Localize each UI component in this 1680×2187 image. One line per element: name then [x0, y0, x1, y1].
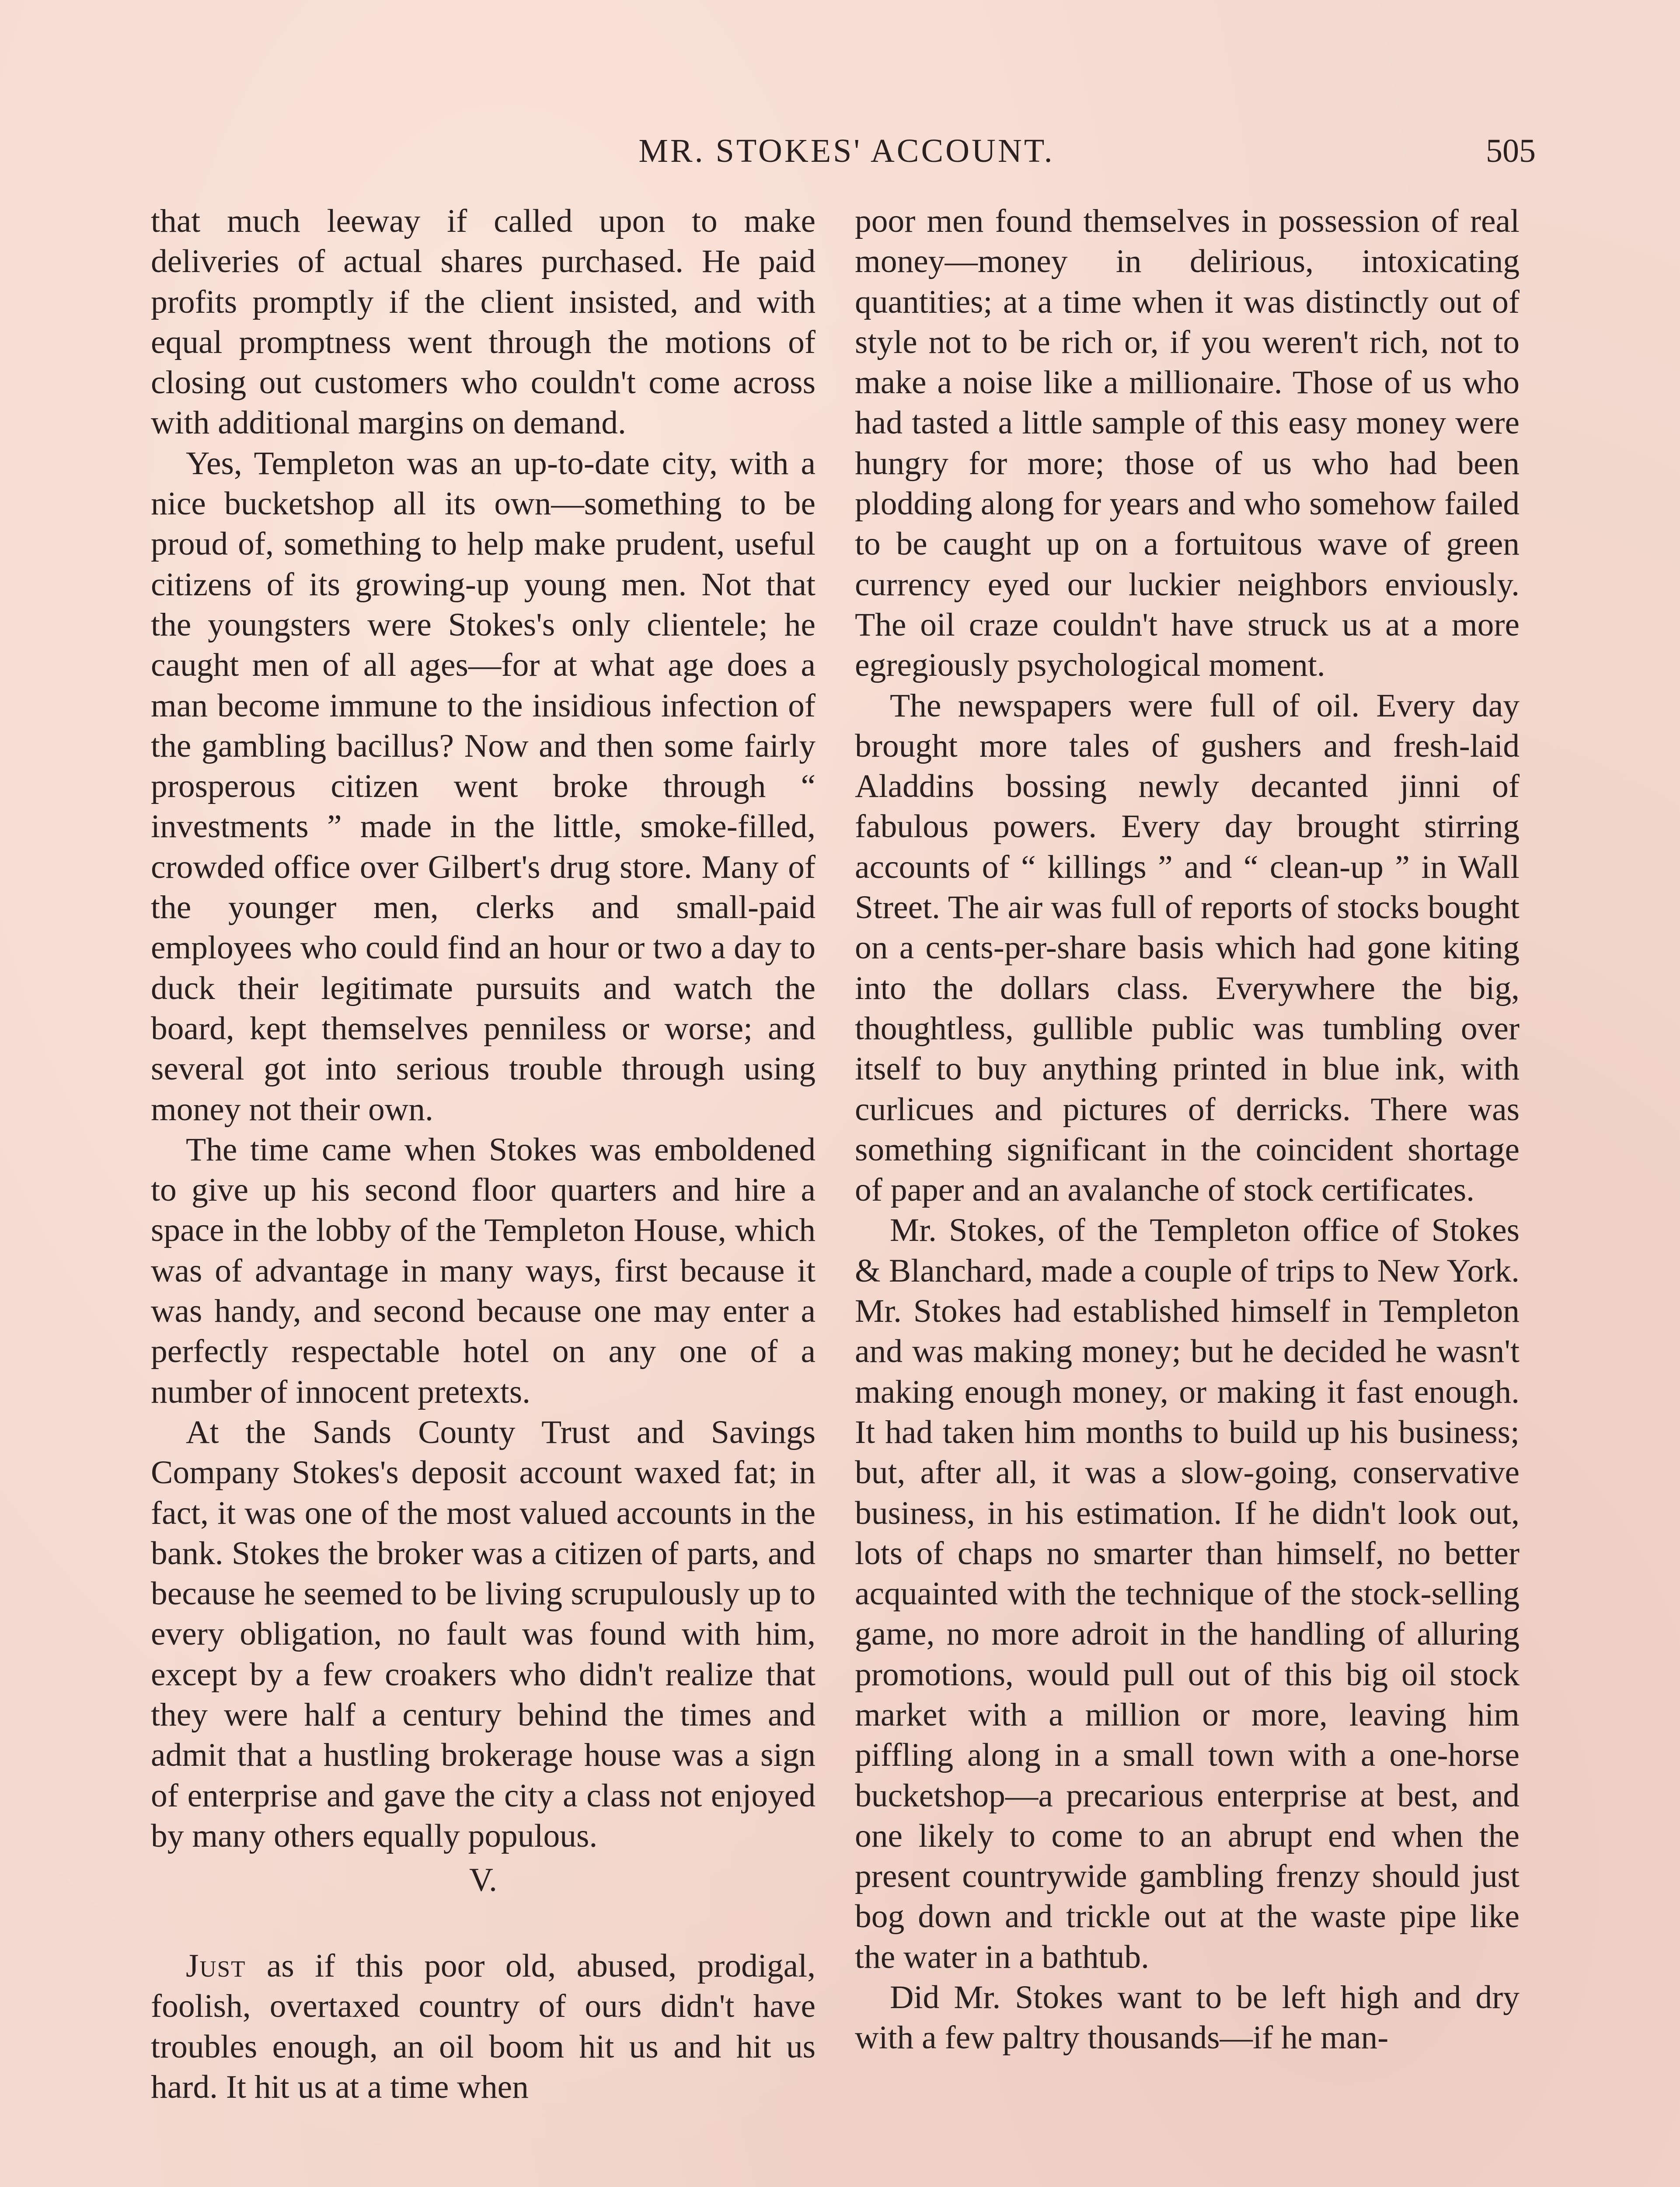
paragraph: Mr. Stokes, of the Templeton office of Stokes & Blanchard, made a couple of trips to New York. Mr. Stokes had established himself in Templeton and was making money; but he decided he wasn't making enough money, or making it fast enough. It had taken him months to build up his business; but, after all, it was a slow-going, conservative business, in his estimation. If he didn't look out, lots of chaps no smarter than himself, no better acquainted with the technique of the stock-selling game, no more adroit in the handling of alluring promotions, would pull out of this big oil stock market with a million or more, leaving him piffling along in a small town with a one-horse bucketshop—a precarious enterprise at best, and one likely to come to an abrupt end when the present countrywide gambling frenzy should just bog down and trickle out at the waste pipe like the water in a bathtub.	[855, 1212, 1520, 1975]
running-head: MR. STOKES' ACCOUNT.	[638, 133, 1055, 169]
paragraph	[151, 1946, 816, 2107]
paragraph: Yes, Templeton was an up-to-date city, with a nice bucketshop all its own—something to be proud of, something to help make prudent, useful citizens of its growing-up young men. Not that the youngsters were Stokes's only clientele; he caught men of all ages—for at what age does a man become immune to the insidious infection of the gambling bacillus? Now and then some fairly prosperous citizen went broke through “ investments ” made in the little, smoke-filled, crowded office over Gilbert's drug store. Many of the younger men, clerks and small-paid employees who could find an hour or two a day to duck their legitimate pursuits and watch the board, kept themselves penniless or worse; and several got into serious trouble through using money not their own.	[151, 445, 816, 1128]
paragraph: At the Sands County Trust and Savings Company Stokes's deposit account waxed fat; in fact, it was one of the most valued accounts in the bank. Stokes the broker was a citizen of parts, and because he seemed to be living scrupulously up to every obligation, no fault was found with him, except by a few croakers who didn't realize that they were half a century behind the times and admit that a hustling brokerage house was a sign of enterprise and gave the city a class not enjoyed by many others equally populous.	[151, 1414, 816, 1854]
page-number: 505	[1486, 133, 1536, 169]
paragraph: The newspapers were full of oil. Every day brought more tales of gushers and fresh-laid Aladdins bossing newly decanted jinni of fabulous powers. Every day brought stirring accounts of “ killings ” and “ clean-up ” in Wall Street. The air was full of reports of stocks bought on a cents-per-share basis which had gone kiting into the dollars class. Everywhere the big, thoughtless, gullible public was tumbling over itself to buy anything printed in blue ink, with curlicues and pictures of derricks. There was something significant in the coincident shortage of paper and an avalanche of stock certificates.	[855, 687, 1520, 1209]
paragraph: that much leeway if called upon to make deliveries of actual shares purchased. He paid profits promptly if the client insisted, and with equal promptness went through the motions of closing out customers who couldn't come across with additional margins on demand.	[151, 203, 816, 441]
page-header	[157, 127, 1536, 175]
right-column	[855, 201, 1520, 2058]
paragraph: Did Mr. Stokes want to be left high and dry with a few paltry thousands—if he man-	[855, 1979, 1520, 2056]
paragraph-text: as if this poor old, abused, prodigal, foolish, overtaxed country of ours didn't have troubles enough, an oil boom hit us and hit us hard. It hit us at a time when	[151, 1948, 816, 2106]
paragraph: poor men found themselves in possession of real money—money in delirious, intoxicating quantities; at a time when it was distinctly out of style not to be rich or, if you weren't rich, not to make a noise like a millionaire. Those of us who had tasted a little sample of this easy money were hungry for more; those of us who had been plodding along for years and who somehow failed to be caught up on a fortuitous wave of green currency eyed our luckier neighbors enviously. The oil craze couldn't have struck us at a more egregiously psychological moment.	[855, 203, 1520, 684]
paragraph-lead-word: Just	[186, 1948, 246, 1984]
left-column	[151, 201, 816, 2107]
paragraph: The time came when Stokes was emboldened to give up his second floor quarters and hire a space in the lobby of the Templeton House, which was of advantage in many ways, first because it was handy, and second because one may enter a perfectly respectable hotel on any one of a number of innocent pretexts.	[151, 1131, 816, 1410]
section-heading: V.	[469, 1862, 498, 1899]
